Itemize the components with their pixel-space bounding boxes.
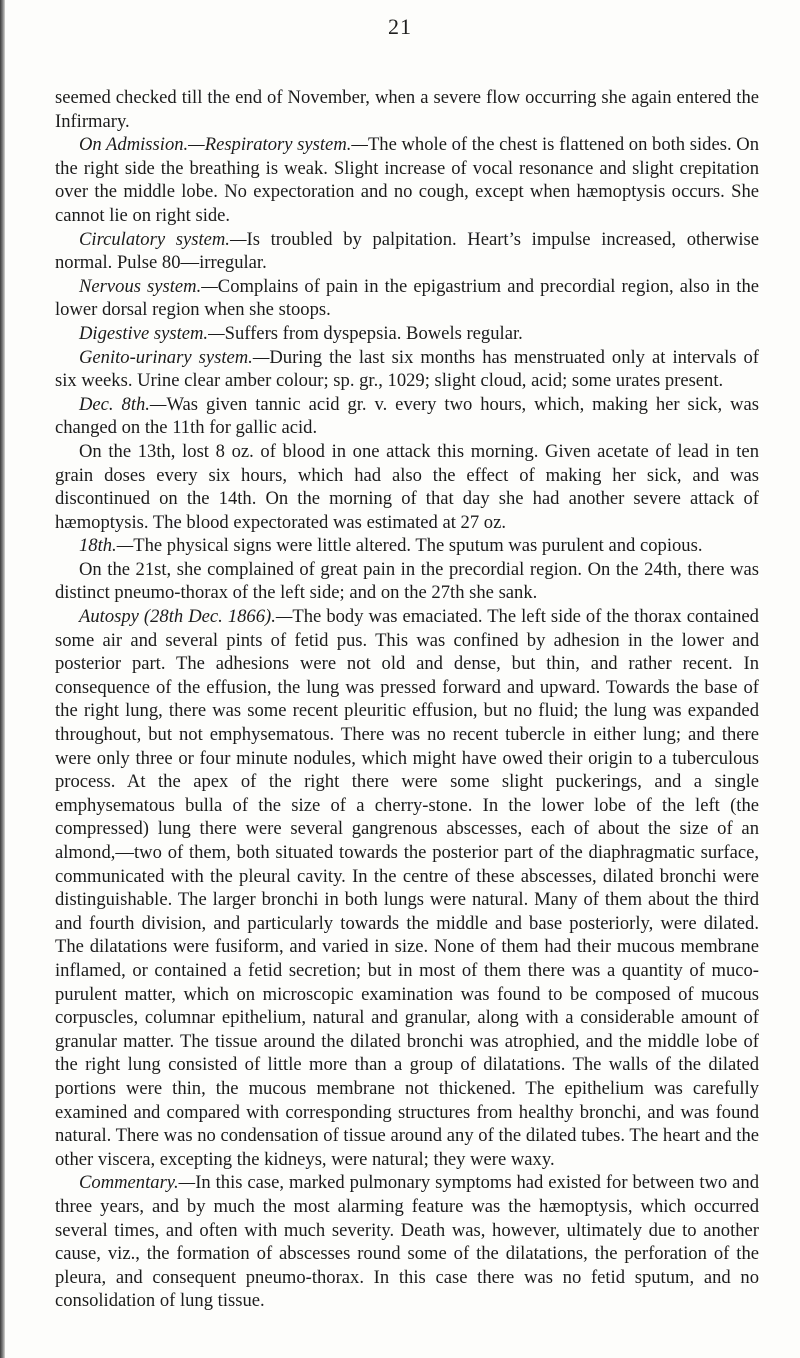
paragraph — [55, 393, 759, 440]
paragraph-heading: Autospy (28th Dec. 1866).— — [79, 606, 293, 628]
paragraph — [55, 558, 759, 605]
paragraph-text: seemed checked till the end of November, when a severe flow occurring she again entered the Infirmary. — [55, 87, 759, 132]
paragraph-heading: 18th.— — [79, 535, 134, 557]
binding-edge — [0, 0, 5, 1358]
paragraph-text: Suffers from dyspepsia. Bowels regular. — [224, 322, 523, 344]
paragraph-text: The whole of the chest is flattened on both sides. On the right side the breathing is weak. Slight increase of vocal resonance and slight crepitation over the middle lobe. No expectoration and no cough, except when hæmoptysis occurs. She cannot lie on right side. — [55, 134, 759, 226]
paragraph — [55, 605, 759, 1171]
paragraph — [55, 1171, 759, 1313]
paragraph — [55, 534, 759, 558]
paragraph — [55, 133, 759, 227]
paragraph-text: The physical signs were little altered. The sputum was purulent and copious. — [133, 535, 703, 557]
page-number: 21 — [388, 14, 412, 39]
paragraph-heading: Commentary.— — [79, 1172, 196, 1194]
paragraph — [55, 86, 759, 133]
paragraph — [55, 275, 759, 322]
paragraph-text: The body was emaciated. The left side of the thorax contained some air and several pints of fetid pus. This was confined by adhesion in the lower and posterior part. The adhesions were not old and dense, but thin, and rather recent. In consequence of the effusion, the lung was pressed forward and upward. Towards the base of the right lung, there was some recent pleuritic effusion, but no fluid; the lung was expanded throughout, but not emphysematous. There was no recent tubercle in either lung; and there were only three or four minute nodules, which might have owed their origin to a tuberculous process. At the apex of the right there were some slight puckerings, and a single emphysematous bulla of the size of a cherry-stone. In the lower lobe of the left (the compressed) lung there were several gangrenous abscesses, each of about the size of an almond,—two of them, both situated towards the posterior part of the diaphragmatic surface, communicated with the pleural cavity. In the centre of these abscesses, dilated bronchi were distinguishable. The larger bronchi in both lungs were natural. Many of them about the third and fourth division, and particularly towards the middle and base posteriorly, were dilated. The dilatations were fusiform, and varied in size. None of them had their mucous membrane inflamed, or contained a fetid secretion; but in most of them there was a quantity of muco-purulent matter, which on microscopic examination was found to be composed of mucous corpuscles, columnar epithelium, natural and granular, along with a considerable amount of granular matter. The tissue around the dilated bronchi was atrophied, and the middle lobe of the right lung consisted of little more than a group of dilatations. The walls of the dilated portions were thin, the mucous membrane not thickened. The epithelium was carefully examined and compared with corresponding structures from healthy bronchi, and was found natural. There was no condensation of tissue around any of the dilated tubes. The heart and the other viscera, excepting the kidneys, were natural; they were waxy. — [55, 606, 759, 1170]
paragraph-text: During the last six months has menstruated only at intervals of six weeks. Urine clear amber colour; sp. gr., 1029; slight cloud, acid; some urates present. — [55, 346, 759, 392]
paragraph — [55, 322, 759, 346]
paragraph-text: Was given tannic acid gr. v. every two hours, which, making her sick, was changed on the 11th for gallic acid. — [55, 393, 760, 439]
paragraph-text: Is troubled by palpitation. Heart’s impulse increased, otherwise normal. Pulse 80—irregular. — [55, 228, 759, 274]
paragraph — [55, 440, 759, 534]
paragraph-text: On the 21st, she complained of great pain in the precordial region. On the 24th, there was distinct pneumo-thorax of the left side; and on the 27th she sank. — [55, 558, 759, 604]
paragraph-heading: On Admission.—Respiratory system.— — [79, 134, 368, 156]
paragraph — [55, 346, 759, 393]
body-text — [55, 86, 759, 1313]
paragraph-heading: Nervous system.— — [79, 275, 218, 297]
paragraph-text: On the 13th, lost 8 oz. of blood in one attack this morning. Given acetate of lead in ten grain doses every six hours, which had also the effect of making her sick, and was discontinued on the 14th. On the morning of that day she had another severe attack of hæmoptysis. The blood expectorated was estimated at 27 oz. — [55, 440, 759, 533]
paragraph-heading: Circulatory system.— — [79, 228, 247, 250]
paragraph — [55, 228, 759, 275]
paragraph-text: In this case, marked pulmonary symptoms had existed for between two and three years, and by much the most alarming feature was the hæmoptysis, which occurred several times, and often with much severity. Death was, however, ultimately due to another cause, viz., the formation of abscesses round some of the dilatations, the perforation of the pleura, and consequent pneumo-thorax. In this case there was no fetid sputum, and no consolidation of lung tissue. — [55, 1172, 759, 1312]
paragraph-text: Complains of pain in the epigastrium and precordial region, also in the lower dorsal region when she stoops. — [55, 275, 760, 321]
paragraph-heading: Dec. 8th.— — [79, 393, 167, 415]
paragraph-heading: Genito-urinary system.— — [79, 346, 270, 368]
paragraph-heading: Digestive system.— — [79, 322, 225, 344]
